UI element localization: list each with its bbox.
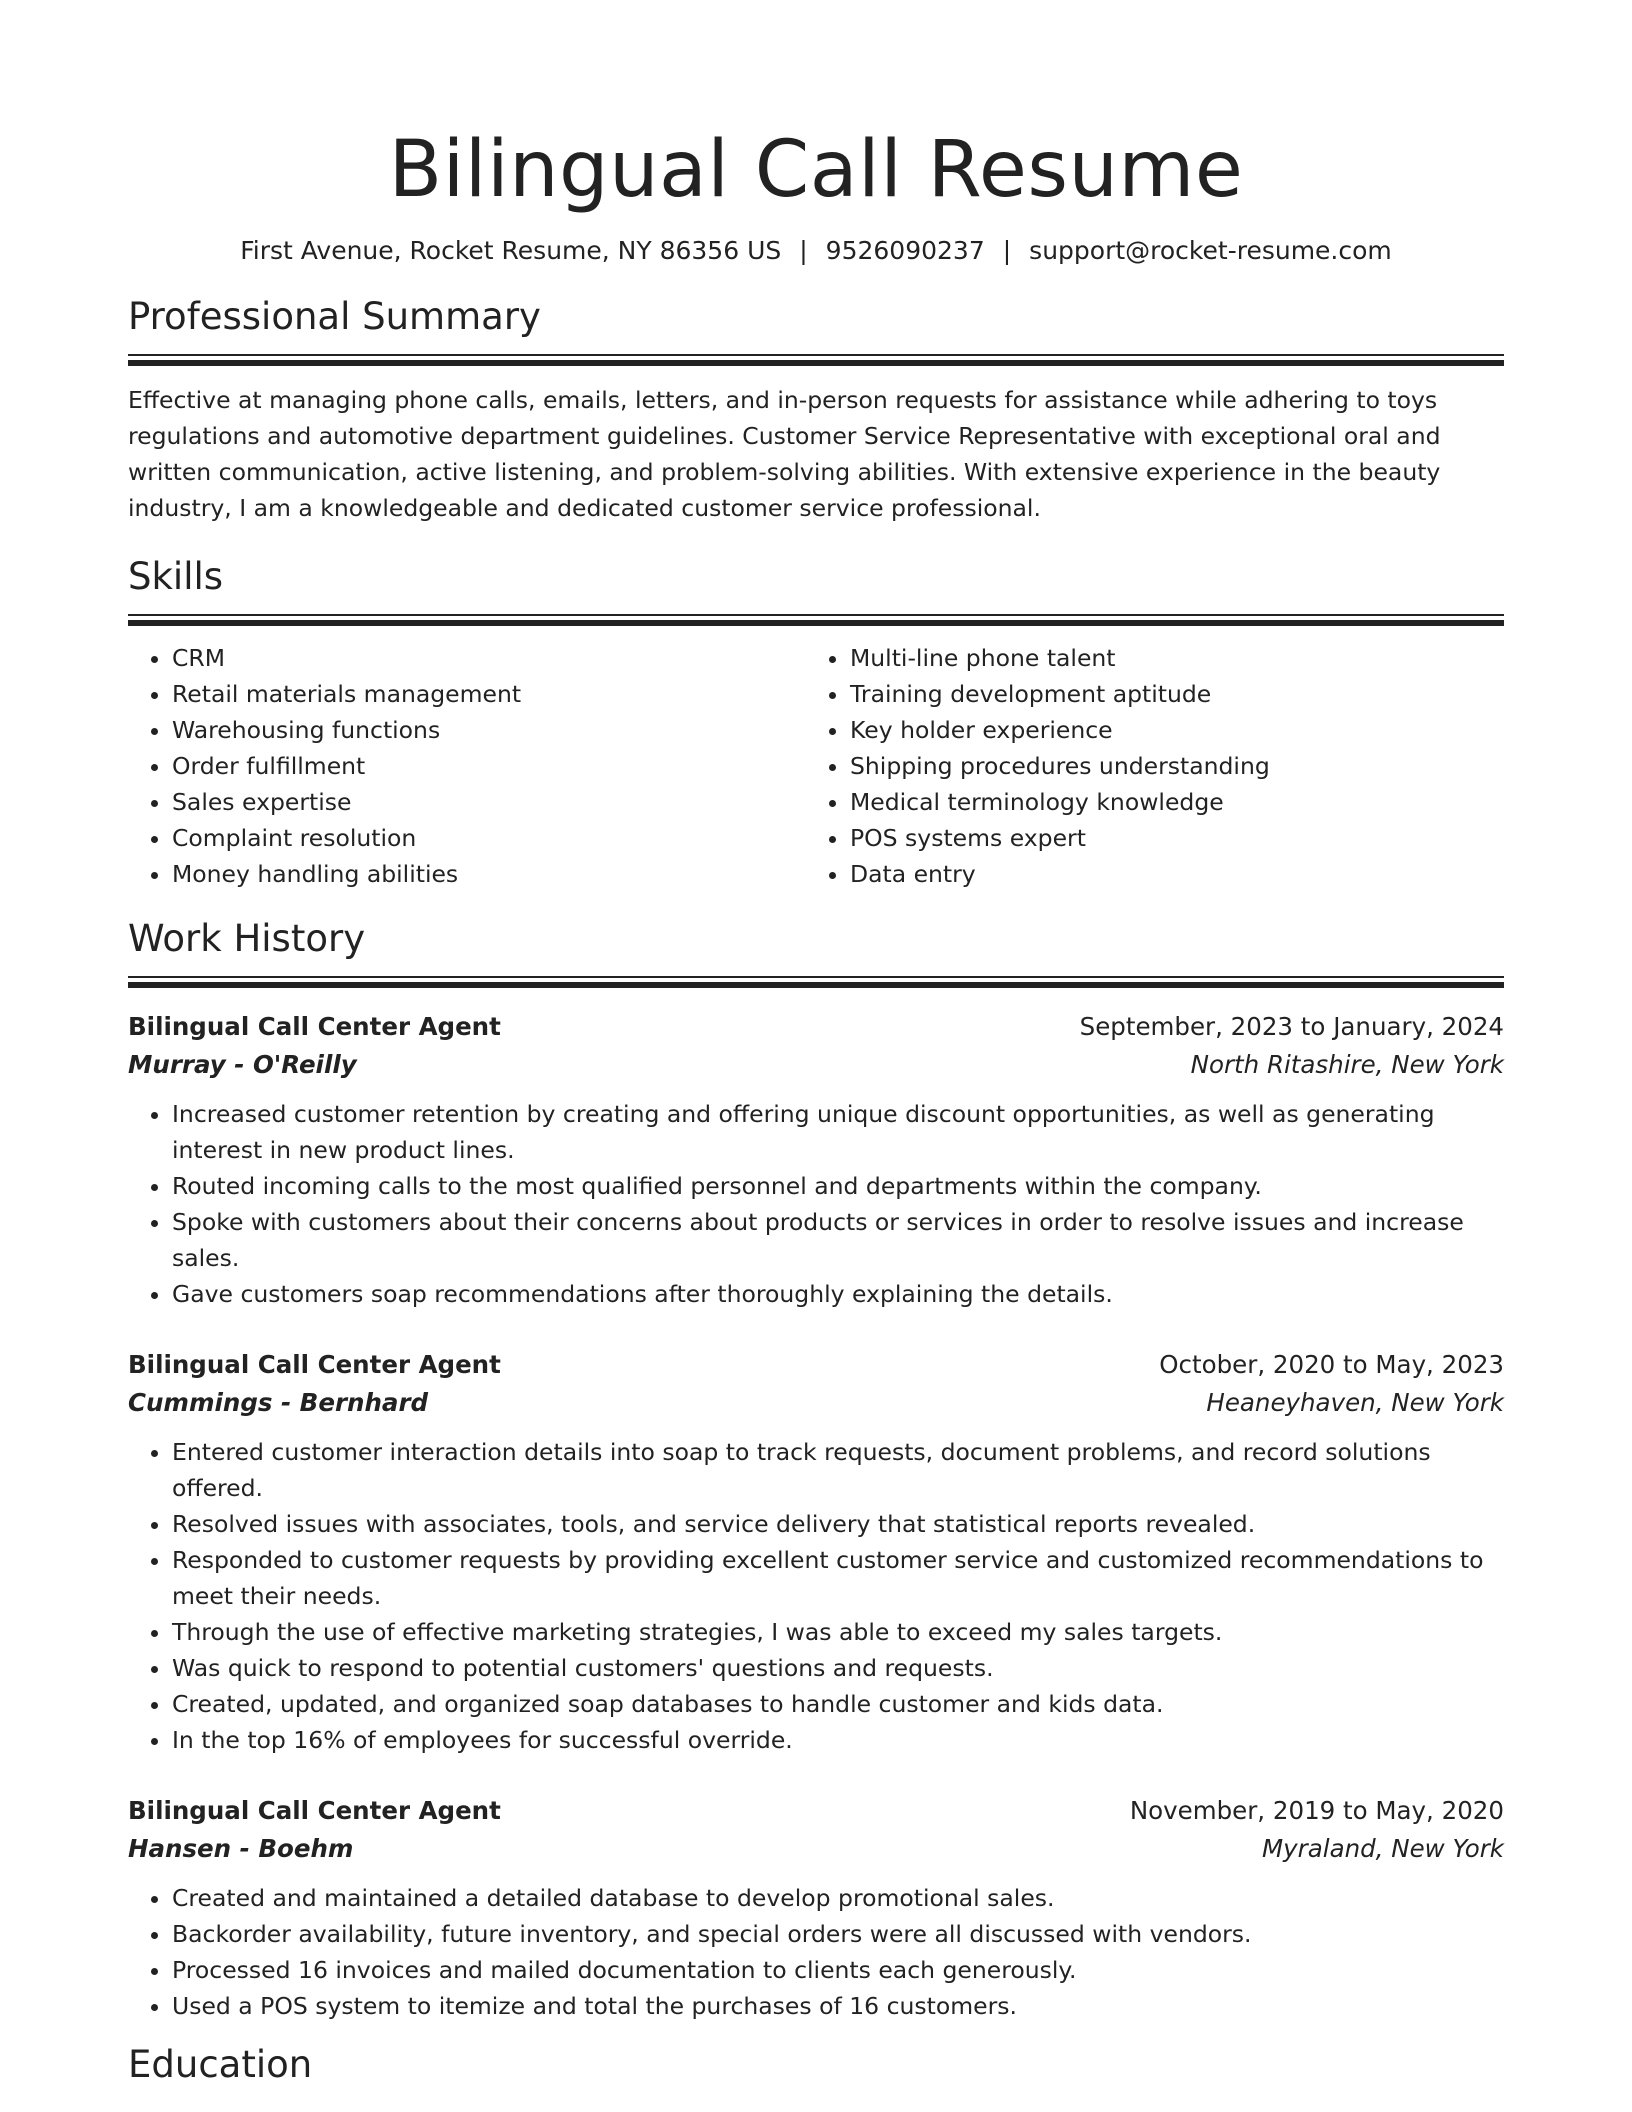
section-title-work-history: Work History (128, 917, 366, 960)
job-bullet: • Created and maintained a detailed database to develop promotional sales. (172, 1880, 1504, 1916)
job-title: Bilingual Call Center Agent (128, 1012, 501, 1041)
job-subheader (128, 1384, 1504, 1422)
skills-columns (128, 640, 1504, 892)
contact-phone: 9526090237 (825, 236, 985, 265)
contact-line (128, 234, 1504, 268)
job-bullet: • Was quick to respond to potential customers' questions and requests. (172, 1650, 1504, 1686)
skills-list-right (806, 640, 1484, 892)
job-entry (128, 1792, 1504, 2024)
job-header (128, 1008, 1504, 1046)
resume-page (128, 0, 1504, 2088)
job-bullet: • Gave customers soap recommendations after thoroughly explaining the details. (172, 1276, 1504, 1312)
job-header (128, 1792, 1504, 1830)
job-bullet: • Used a POS system to itemize and total the purchases of 16 customers. (172, 1988, 1504, 2024)
job-bullet: • Routed incoming calls to the most qualified personnel and departments within the company. (172, 1168, 1504, 1204)
job-bullet: • Responded to customer requests by providing excellent customer service and customized recommendations to meet their needs. (172, 1542, 1504, 1614)
job-bullet: • Processed 16 invoices and mailed documentation to clients each generously. (172, 1952, 1504, 1988)
job-bullet: • Entered customer interaction details into soap to track requests, document problems, and record solutions offered. (172, 1434, 1504, 1506)
job-bullet: • Backorder availability, future inventory, and special orders were all discussed with vendors. (172, 1916, 1504, 1952)
job-subheader (128, 1830, 1504, 1868)
job-title: Bilingual Call Center Agent (128, 1796, 501, 1825)
job-bullet: • Resolved issues with associates, tools, and service delivery that statistical reports revealed. (172, 1506, 1504, 1542)
job-entry (128, 1346, 1504, 1758)
skill-item: • Multi-line phone talent (850, 640, 1484, 676)
skill-item: • Retail materials management (172, 676, 806, 712)
skill-item: • Order fulfillment (172, 748, 806, 784)
section-title-skills: Skills (128, 555, 224, 598)
job-bullet: • Increased customer retention by creating and offering unique discount opportunities, as well as generating interest in new product lines. (172, 1096, 1504, 1168)
job-location: Myraland, New York (1262, 1834, 1504, 1863)
job-location: Heaneyhaven, New York (1206, 1388, 1504, 1417)
skill-item: • CRM (172, 640, 806, 676)
job-entry (128, 1008, 1504, 1312)
skills-list-left (128, 640, 806, 892)
job-title: Bilingual Call Center Agent (128, 1350, 501, 1379)
job-company: Hansen - Boehm (128, 1834, 354, 1863)
job-dates: September, 2023 to January, 2024 (1079, 1012, 1504, 1041)
job-dates: October, 2020 to May, 2023 (1159, 1350, 1504, 1379)
skill-item: • Money handling abilities (172, 856, 806, 892)
contact-separator: | (799, 236, 808, 265)
skill-item: • Shipping procedures understanding (850, 748, 1484, 784)
skill-item: • Sales expertise (172, 784, 806, 820)
contact-address: First Avenue, Rocket Resume, NY 86356 US (240, 236, 782, 265)
contact-email: support@rocket-resume.com (1029, 236, 1392, 265)
job-company: Murray - O'Reilly (128, 1050, 357, 1079)
resume-title: Bilingual Call Resume (388, 125, 1244, 215)
contact-separator: | (1002, 236, 1012, 265)
job-bullets (128, 1096, 1504, 1312)
skill-item: • Complaint resolution (172, 820, 806, 856)
job-bullet: • In the top 16% of employees for successful override. (172, 1722, 1504, 1758)
skill-item: • Key holder experience (850, 712, 1484, 748)
section-title-education: Education (128, 2043, 313, 2086)
job-bullets (128, 1880, 1504, 2024)
section-title-summary: Professional Summary (128, 295, 541, 338)
job-bullet: • Created, updated, and organized soap databases to handle customer and kids data. (172, 1686, 1504, 1722)
job-header (128, 1346, 1504, 1384)
skill-item: • Medical terminology knowledge (850, 784, 1484, 820)
job-company: Cummings - Bernhard (128, 1388, 429, 1417)
job-location: North Ritashire, New York (1190, 1050, 1504, 1079)
summary-text: Effective at managing phone calls, emails, letters, and in-person requests for assistance while adhering to toys regulations and automotive department guidelines. Customer Service Representative with exceptional oral and written communication, active listening, and problem-solving abilities. With extensive experience in the beauty industry, I am a knowledgeable and dedicated customer service professional. (128, 386, 1441, 522)
job-subheader (128, 1046, 1504, 1084)
skill-item: • Data entry (850, 856, 1484, 892)
skill-item: • POS systems expert (850, 820, 1484, 856)
job-bullet: • Through the use of effective marketing strategies, I was able to exceed my sales targets. (172, 1614, 1504, 1650)
job-dates: November, 2019 to May, 2020 (1129, 1796, 1504, 1825)
job-bullets (128, 1434, 1504, 1758)
section-divider (128, 614, 1504, 626)
skill-item: • Warehousing functions (172, 712, 806, 748)
job-bullet: • Spoke with customers about their concerns about products or services in order to resolve issues and increase sales. (172, 1204, 1504, 1276)
section-divider (128, 354, 1504, 366)
section-divider (128, 976, 1504, 988)
skill-item: • Training development aptitude (850, 676, 1484, 712)
